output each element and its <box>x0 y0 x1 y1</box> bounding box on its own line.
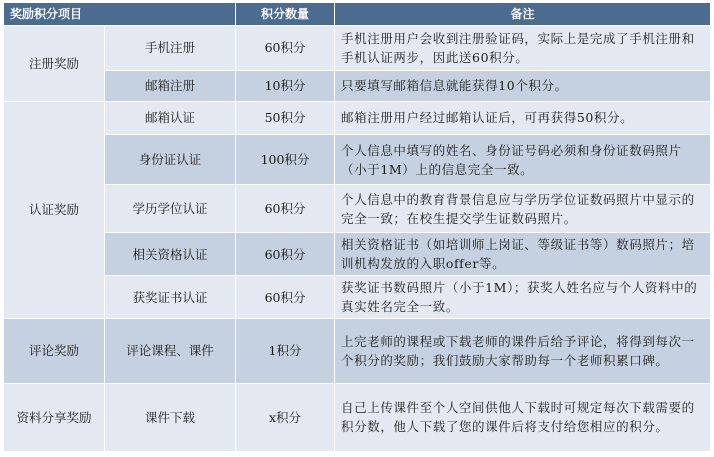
sub-item-cell: 学历学位认证 <box>105 185 236 233</box>
table-row <box>4 185 711 233</box>
points-cell: 100积分 <box>236 135 335 185</box>
note-cell: 个人信息中填写的姓名、身份证号码必须和身份证数码照片（小于1M）上的信息完全一致。 <box>335 135 711 185</box>
points-cell: 50积分 <box>236 101 335 135</box>
sub-item-cell: 手机注册 <box>105 26 236 71</box>
category-cell: 注册奖励 <box>4 26 105 102</box>
sub-item-cell: 身份证认证 <box>105 135 236 185</box>
note-cell: 只要填写邮箱信息就能获得10个积分。 <box>335 70 711 101</box>
points-cell: 10积分 <box>236 70 335 101</box>
note-cell: 上完老师的课程或下载老师的课件后给予评论，将得到每次一个积分的奖励；我们鼓励大家帮助每一个老师积累口碑。 <box>335 319 711 383</box>
table-row <box>4 233 711 276</box>
points-cell: 60积分 <box>236 185 335 233</box>
points-cell: x积分 <box>236 383 335 452</box>
points-cell: 60积分 <box>236 276 335 319</box>
sub-item-cell: 邮箱注册 <box>105 70 236 101</box>
sub-item-cell: 邮箱认证 <box>105 101 236 135</box>
sub-item-cell: 获奖证书认证 <box>105 276 236 319</box>
note-cell: 手机注册用户会收到注册验证码，实际上是完成了手机注册和手机认证两步，因此送60积分。 <box>335 26 711 71</box>
note-cell: 个人信息中的教育背景信息应与学历学位证数码照片中显示的完全一致；在校生提交学生证数码照片。 <box>335 185 711 233</box>
points-cell: 60积分 <box>236 233 335 276</box>
note-cell: 获奖证书数码照片（小于1M）；获奖人姓名应与个人资料中的真实姓名完全一致。 <box>335 276 711 319</box>
sub-item-cell: 相关资格认证 <box>105 233 236 276</box>
points-cell: 1积分 <box>236 319 335 383</box>
category-cell: 资料分享奖励 <box>4 383 105 452</box>
table-row <box>4 276 711 319</box>
sub-item-cell: 课件下载 <box>105 383 236 452</box>
table-row <box>4 319 711 383</box>
table-row <box>4 383 711 452</box>
header-note: 备注 <box>335 3 711 26</box>
table-row <box>4 26 711 71</box>
sub-item-cell: 评论课程、课件 <box>105 319 236 383</box>
header-item: 奖励积分项目 <box>4 3 236 26</box>
table-header-row <box>4 3 711 26</box>
rewards-table <box>3 2 711 452</box>
points-cell: 60积分 <box>236 26 335 71</box>
table-row <box>4 70 711 101</box>
note-cell: 相关资格证书（如培训师上岗证、等级证书等）数码照片；培训机构发放的入职offer等。 <box>335 233 711 276</box>
category-cell: 认证奖励 <box>4 101 105 319</box>
note-cell: 自己上传课件至个人空间供他人下载时可规定每次下载需要的积分数，他人下载了您的课件后将支付给您相应的积分。 <box>335 383 711 452</box>
note-cell: 邮箱注册用户经过邮箱认证后，可再获得50积分。 <box>335 101 711 135</box>
header-points: 积分数量 <box>236 3 335 26</box>
table-row <box>4 135 711 185</box>
category-cell: 评论奖励 <box>4 319 105 383</box>
table-row <box>4 101 711 135</box>
